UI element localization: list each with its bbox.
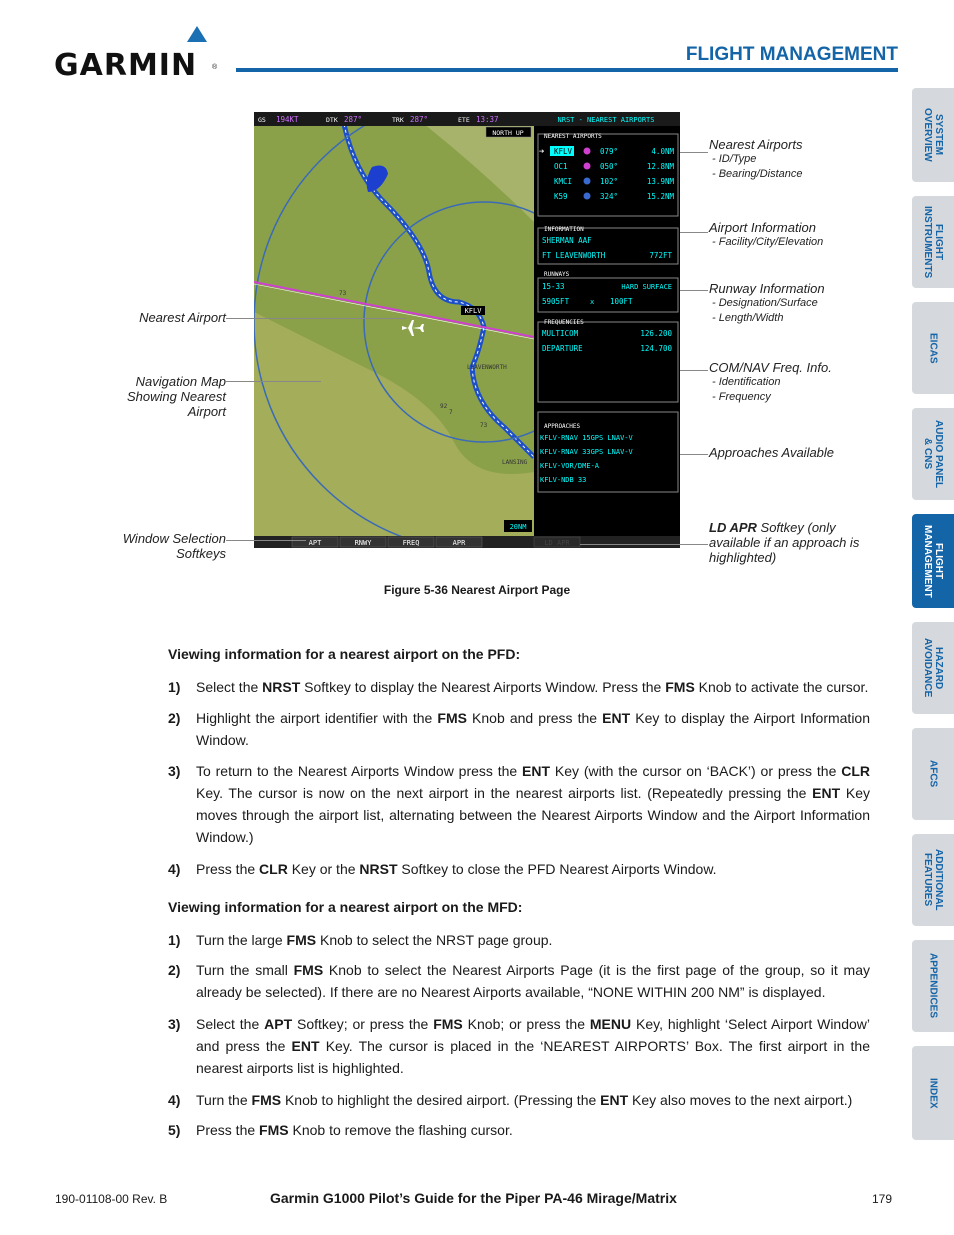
map-road-label: 73 (339, 290, 347, 297)
leader-line (226, 540, 306, 541)
callout-comnav-freq (709, 360, 832, 405)
tab-index[interactable] (912, 1046, 954, 1140)
tab-eicas[interactable] (912, 302, 954, 394)
instruction-step (168, 929, 870, 951)
step-text: Turn the large FMS Knob to select the NRST page group. (196, 932, 553, 948)
tab-label: HAZARD AVOIDANCE (922, 638, 944, 698)
step-number: 5) (168, 1122, 181, 1138)
tab-label: FLIGHT MANAGEMENT (922, 524, 944, 598)
instruction-step (168, 858, 870, 880)
softkey-freq-label: FREQ (402, 539, 420, 547)
map-road-label: 92 (440, 403, 448, 410)
callout-ld-apr-key: LD APR (709, 520, 757, 535)
callout-title: Airport Information (709, 220, 816, 235)
leader-line (580, 544, 708, 545)
instruction-step (168, 1119, 870, 1141)
pfd-heading: Viewing information for a nearest airport on the PFD: (168, 646, 521, 662)
mfd-heading: Viewing information for a nearest airport on the MFD: (168, 899, 523, 915)
tab-label: EICAS (927, 332, 939, 364)
leader-line (680, 290, 708, 291)
tab-label: FLIGHT INSTRUMENTS (922, 205, 944, 279)
logo-text: GARMIN (54, 48, 198, 83)
info-city: FT LEAVENWORTH (542, 251, 606, 260)
header-rule (236, 68, 898, 72)
dtk-value: 287° (344, 115, 363, 124)
freq-name: DEPARTURE (542, 344, 583, 353)
airport-id[interactable]: KFLV (554, 147, 573, 156)
freq-name: MULTICOM (542, 329, 579, 338)
callout-ld-apr-text: Softkey (only available if an approach is highlighted) (709, 520, 860, 565)
step-number: 3) (168, 763, 181, 779)
figure-caption: Figure 5-36 Nearest Airport Page (383, 583, 571, 597)
logo-registered-mark: ® (212, 64, 218, 71)
page-number: 179 (872, 1192, 893, 1206)
leader-line (226, 318, 406, 319)
callout-navigation-map: Navigation Map Showing Nearest Airport (127, 374, 226, 419)
mfd-display (254, 112, 680, 548)
step-number: 1) (168, 679, 181, 695)
approach-item[interactable]: KFLV-VOR/DME-A (540, 462, 600, 470)
tab-audio-panel-cns[interactable] (912, 408, 954, 500)
airport-distance: 13.9NM (646, 177, 674, 186)
softkey-apr-label: APR (452, 539, 466, 547)
tab-label: ADDITIONAL FEATURES (922, 849, 944, 911)
doc-number: 190-01108-00 Rev. B (55, 1192, 168, 1206)
instruction-step (168, 1089, 870, 1111)
freq-value: 124.700 (640, 344, 672, 353)
softkey-apt-label: APT (308, 539, 322, 547)
ete-value: 13:37 (476, 115, 499, 124)
garmin-logo (54, 26, 224, 83)
tab-label: SYSTEM OVERVIEW (922, 108, 944, 162)
step-text: To return to the Nearest Airports Window press the ENT Key (with the cursor on ‘BACK’) or press the CLR Key. The cursor is now on the next airport in the nearest airports list. (Repeatedly pressing the ENT Key moves through the airport list, alternating between the Nearest Airports Window and the Airport Information Window.) (196, 763, 870, 845)
runway-surface: HARD SURFACE (621, 283, 672, 291)
step-number: 4) (168, 1092, 181, 1108)
callout-runway-information (709, 281, 825, 326)
callout-title: Nearest Airports (709, 137, 803, 152)
callout-sub: - ID/Type (712, 153, 757, 165)
mfd-screen (254, 112, 680, 548)
airport-symbol-icon (584, 178, 591, 185)
callout-sub: - Identification (712, 376, 781, 388)
approach-item[interactable]: KFLV-RNAV 33GPS LNAV-V (540, 448, 633, 456)
map-town-lansing: LANSING (502, 459, 528, 466)
tab-label: INDEX (927, 1077, 939, 1109)
callout-sub: - Frequency (712, 391, 771, 403)
airport-distance: 15.2NM (646, 192, 674, 201)
airport-distance: 4.0NM (651, 147, 674, 156)
map-range: 20NM (509, 523, 527, 531)
leader-line (226, 381, 321, 382)
callout-ld-apr (709, 520, 869, 565)
leader-line (680, 152, 708, 153)
airport-symbol-icon (584, 148, 591, 155)
callout-window-selection: Window Selection Softkeys (122, 531, 226, 561)
airport-symbol-icon (584, 193, 591, 200)
logo-triangle-icon (187, 26, 207, 42)
step-number: 1) (168, 932, 181, 948)
step-number: 4) (168, 861, 181, 877)
airport-id[interactable]: KMCI (554, 177, 573, 186)
cursor-arrow-icon: ➔ (539, 147, 545, 157)
info-elevation: 772FT (649, 251, 672, 260)
instruction-step (168, 959, 870, 1003)
map-orientation: NORTH UP (492, 129, 524, 137)
tab-label: AFCS (927, 760, 939, 788)
step-text: Select the APT Softkey; or press the FMS Knob; or press the MENU Key, highlight ‘Select Airport Window’ and press the ENT Key. The cursor is placed in the ‘NEAREST AIRPORTS’ Box. The first airport in the nearest airports list is highlighted. (196, 1016, 871, 1076)
step-number: 2) (168, 710, 181, 726)
page-title: NRST - NEAREST AIRPORTS (557, 116, 655, 124)
step-text: Turn the FMS Knob to highlight the desired airport. (Pressing the ENT Key also moves to the next airport.) (196, 1092, 853, 1108)
softkey-ld-apr-label: LD APR (544, 539, 570, 547)
callout-approaches: Approaches Available (709, 445, 835, 460)
nearest-airports-title: NEAREST AIRPORTS (544, 133, 602, 140)
runway-x: x (590, 298, 595, 306)
softkey-rnwy-label: RNWY (354, 539, 372, 547)
runway-width: 100FT (610, 297, 633, 306)
instruction-step (168, 707, 870, 751)
airport-id[interactable]: OC1 (554, 162, 568, 171)
step-number: 2) (168, 962, 181, 978)
runways-title: RUNWAYS (544, 271, 570, 278)
instruction-step (168, 1013, 870, 1079)
section-title: FLIGHT MANAGEMENT (685, 44, 898, 65)
step-text: Press the FMS Knob to remove the flashing cursor. (196, 1122, 513, 1138)
approach-item[interactable]: KFLV-RNAV 15GPS LNAV-V (540, 434, 633, 442)
tab-label: APPENDICES (927, 953, 939, 1019)
ete-label: ETE (458, 116, 470, 124)
info-facility: SHERMAN AAF (542, 236, 592, 245)
runway-length: 5905FT (542, 297, 570, 306)
tab-appendices[interactable] (912, 940, 954, 1032)
tab-label: AUDIO PANEL & CNS (922, 419, 944, 489)
map-airport-label: KFLV (464, 307, 482, 315)
softkeys (292, 537, 580, 547)
airport-id[interactable]: K59 (554, 192, 568, 201)
approaches-title: APPROACHES (544, 423, 581, 430)
leader-line (680, 232, 708, 233)
runway-designation: 15-33 (542, 282, 565, 291)
frequencies-title: FREQUENCIES (544, 319, 584, 326)
callout-airport-information (709, 220, 823, 250)
tab-system-overview[interactable] (912, 88, 954, 182)
map-road-label: 73 (480, 422, 488, 429)
airport-bearing: 079° (600, 147, 619, 156)
callout-title: Runway Information (709, 281, 825, 296)
footer-title: Garmin G1000 Pilot’s Guide for the Piper PA-46 Mirage/Matrix (270, 1190, 677, 1206)
map-town-leavenworth: LEAVENWORTH (467, 364, 507, 371)
callout-sub: - Length/Width (712, 312, 784, 324)
freq-value: 126.200 (640, 329, 672, 338)
instruction-step (168, 760, 870, 848)
map-road-label: 7 (449, 409, 453, 416)
callout-nearest-airports (709, 137, 803, 182)
airport-distance: 12.8NM (646, 162, 674, 171)
airport-bearing: 050° (600, 162, 619, 171)
airport-bearing: 324° (600, 192, 619, 201)
information-title: INFORMATION (544, 226, 584, 233)
airport-symbol-icon (584, 163, 591, 170)
trk-label: TRK (392, 116, 404, 124)
step-text: Turn the small FMS Knob to select the Nearest Airports Page (it is the first page of the group, so it may already be selected). If there are no Nearest Airports available, “NONE WITHIN 200 NM” is displayed. (196, 962, 870, 1000)
tab-hazard-avoidance[interactable] (912, 622, 954, 714)
step-text: Highlight the airport identifier with the FMS Knob and press the ENT Key to display the Airport Information Window. (196, 710, 871, 748)
tab-additional-features[interactable] (912, 834, 954, 926)
approach-item[interactable]: KFLV-NDB 33 (540, 476, 587, 484)
tab-flight-instruments[interactable] (912, 196, 954, 288)
trk-value: 287° (410, 115, 429, 124)
step-text: Press the CLR Key or the NRST Softkey to close the PFD Nearest Airports Window. (196, 861, 717, 877)
callout-sub: - Designation/Surface (712, 297, 818, 309)
step-number: 3) (168, 1016, 181, 1032)
leader-line (680, 454, 708, 455)
gs-value: 194KT (276, 115, 299, 124)
step-text: Select the NRST Softkey to display the Nearest Airports Window. Press the FMS Knob to activate the cursor. (196, 679, 869, 695)
callout-title: COM/NAV Freq. Info. (709, 360, 832, 375)
gs-label: GS (258, 116, 266, 124)
callout-sub: - Facility/City/Elevation (712, 236, 824, 248)
instruction-step (168, 676, 870, 698)
airport-bearing: 102° (600, 177, 619, 186)
callout-sub: - Bearing/Distance (712, 168, 803, 180)
leader-line (680, 370, 708, 371)
callout-nearest-airport: Nearest Airport (139, 310, 226, 325)
tab-afcs[interactable] (912, 728, 954, 820)
dtk-label: DTK (326, 116, 338, 124)
